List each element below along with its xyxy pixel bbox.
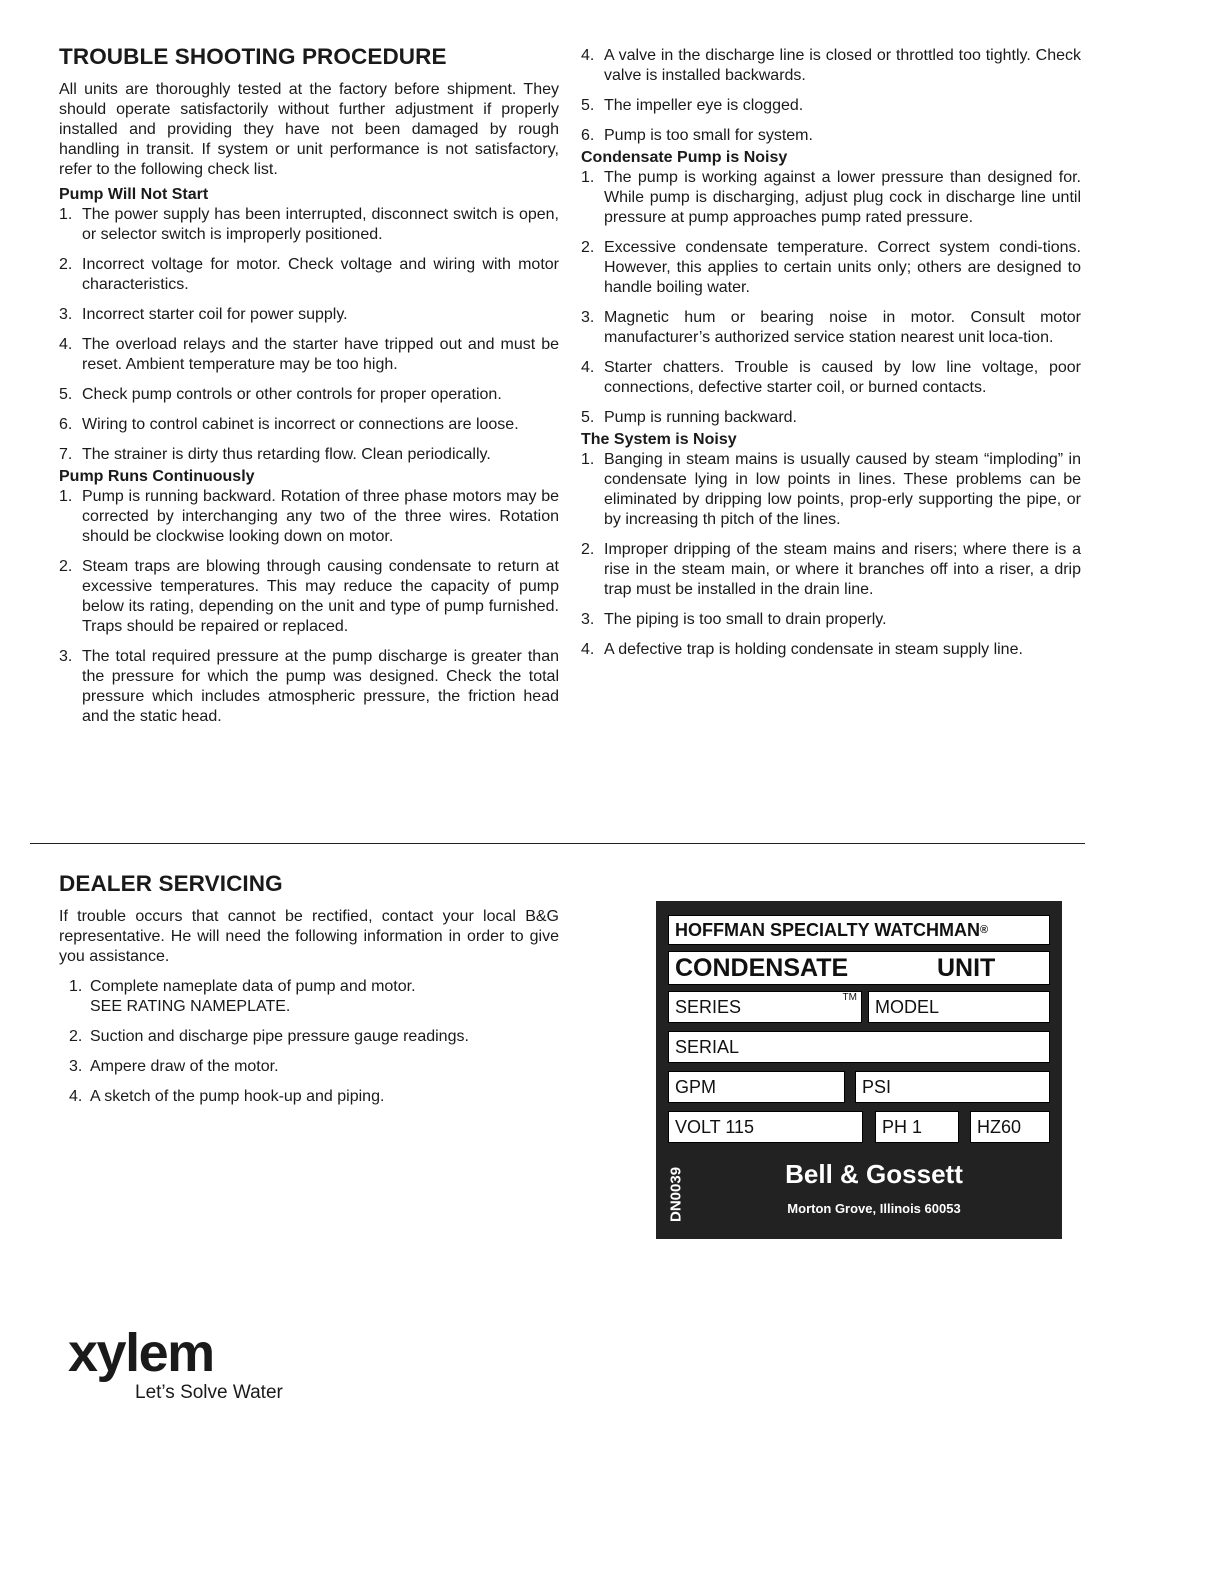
dealer-servicing-section (59, 871, 559, 1117)
list-item: 1. The power supply has been interrupted, disconnect switch is open, or selector switch is improperly positioned. (59, 206, 559, 243)
list-item: 2. Suction and discharge pipe pressure gauge readings. (69, 1028, 469, 1045)
logo-tagline: Let’s Solve Water (135, 1382, 283, 1403)
nameplate-address: Morton Grove, Illinois 60053 (787, 1201, 961, 1216)
nameplate-title: HOFFMAN SPECIALTY WATCHMAN ® (668, 915, 1050, 945)
troubleshooting-title: TROUBLE SHOOTING PROCEDURE (59, 44, 447, 69)
registered-mark: ® (979, 924, 989, 936)
section-heading-pump-will-not-start: Pump Will Not Start (59, 186, 209, 203)
dealer-servicing-title: DEALER SERVICING (59, 871, 283, 896)
list-item: 4. The overload relays and the starter have tripped out and must be reset. Ambient temperature may be too high. (59, 336, 559, 373)
list-item: 3. Magnetic hum or bearing noise in motor. Consult motor manufacturer’s authorized service station nearest unit loca-tion. (581, 309, 1081, 346)
nameplate-volt-field: VOLT 115 (668, 1111, 863, 1143)
list-item: 1. Complete nameplate data of pump and motor. SEE RATING NAMEPLATE. (69, 978, 416, 1015)
list-item: 5. The impeller eye is clogged. (581, 97, 804, 114)
list-item: 7. The strainer is dirty thus retarding flow. Clean periodically. (59, 446, 491, 463)
rating-nameplate (656, 901, 1062, 1239)
troubleshooting-intro: All units are thoroughly tested at the factory before shipment. They should operate satisfactorily without further adjustment if properly installed and providing they have not been damaged by rough handling in transit. If system or unit performance is not satisfactory, refer to the following check list. (59, 81, 559, 178)
list-item: 4. A sketch of the pump hook-up and piping. (69, 1088, 385, 1105)
nameplate-serial-field: SERIAL (668, 1031, 1050, 1063)
dealer-servicing-list (59, 977, 559, 1107)
logo-wordmark: xylem (68, 1323, 214, 1383)
nameplate-phase-field: PH 1 (875, 1111, 959, 1143)
list-item: 1. Banging in steam mains is usually caused by steam “imploding” in condensate lying in low points in lines. These problems can be eliminated by dripping low points, prop-erly supporting the pipe, or by increasing th pitch of the lines. (581, 451, 1081, 528)
list-pump-will-not-start (59, 205, 559, 465)
trademark-mark: TM (842, 992, 857, 1003)
xylem-logo (68, 1323, 308, 1406)
list-item: 4. Starter chatters. Trouble is caused by low line voltage, poor connections, defective starter coil, or burned contacts. (581, 359, 1081, 396)
list-item: 1. The pump is working against a lower pressure than designed for. While pump is discharging, adjust plug cock in discharge line until pressure at pump approaches pump rated pressure. (581, 169, 1081, 226)
nameplate-brand: Bell & Gossett (785, 1159, 963, 1189)
list-item: 6. Wiring to control cabinet is incorrect or connections are loose. (59, 416, 519, 433)
list-item: 3. The piping is too small to drain properly. (581, 611, 887, 628)
nameplate-hz-field: HZ60 (970, 1111, 1050, 1143)
list-item: 2. Steam traps are blowing through causing condensate to return at excessive temperatures. This may reduce the capacity of pump below its rating, depending on the unit and type of pump furnished. Traps should be repaired or replaced. (59, 558, 559, 635)
list-item: 2. Incorrect voltage for motor. Check voltage and wiring with motor characteristics. (59, 256, 559, 293)
section-heading-pump-runs-continuously: Pump Runs Continuously (59, 468, 255, 485)
nameplate-psi-field: PSI (855, 1071, 1050, 1103)
nameplate-gpm-field: GPM (668, 1071, 845, 1103)
list-item: 2. Improper dripping of the steam mains and risers; where there is a rise in the steam main, or where it branches off into a riser, a drip trap must be installed in the drain line. (581, 541, 1081, 598)
list-item: 3. Incorrect starter coil for power supply. (59, 306, 348, 323)
list-item: 1. Pump is running backward. Rotation of three phase motors may be corrected by interchanging any two of the three wires. Rotation should be clockwise looking down on motor. (59, 488, 559, 545)
nameplate-unit-type: CONDENSATE UNIT (668, 951, 1050, 985)
nameplate-model-field: MODEL (868, 991, 1050, 1023)
list-condensate-pump-noisy (581, 168, 1081, 428)
troubleshooting-right-column (581, 46, 1081, 662)
list-item: 2. Excessive condensate temperature. Correct system condi-tions. However, this applies to certain units only; others are designed to handle boiling water. (581, 239, 1081, 296)
list-item: 4. A defective trap is holding condensate in steam supply line. (581, 641, 1023, 658)
nameplate-code: DN0039 (667, 1166, 685, 1222)
list-system-noisy (581, 450, 1081, 660)
list-pump-runs-continuously (59, 487, 559, 727)
list-item: 5. Pump is running backward. (581, 409, 797, 426)
list-item: 4. A valve in the discharge line is closed or throttled too tightly. Check valve is installed backwards. (581, 47, 1081, 84)
section-heading-condensate-pump-noisy: Condensate Pump is Noisy (581, 149, 788, 166)
list-item: 3. Ampere draw of the motor. (69, 1058, 279, 1075)
section-heading-system-noisy: The System is Noisy (581, 431, 737, 448)
list-item: 3. The total required pressure at the pump discharge is greater than the pressure for which the pump was designed. Check the total pressure which includes atmospheric pressure, the friction head and the static head. (59, 648, 559, 725)
troubleshooting-left-column (59, 44, 559, 729)
list-pump-runs-continuously-continued (581, 46, 1081, 146)
list-item: 5. Check pump controls or other controls for proper operation. (59, 386, 502, 403)
dealer-servicing-intro: If trouble occurs that cannot be rectified, contact your local B&G representative. He will need the following information in order to give you assistance. (59, 908, 559, 965)
nameplate-series-field: SERIES TM (668, 991, 862, 1023)
section-divider (30, 843, 1085, 844)
list-item: 6. Pump is too small for system. (581, 127, 813, 144)
